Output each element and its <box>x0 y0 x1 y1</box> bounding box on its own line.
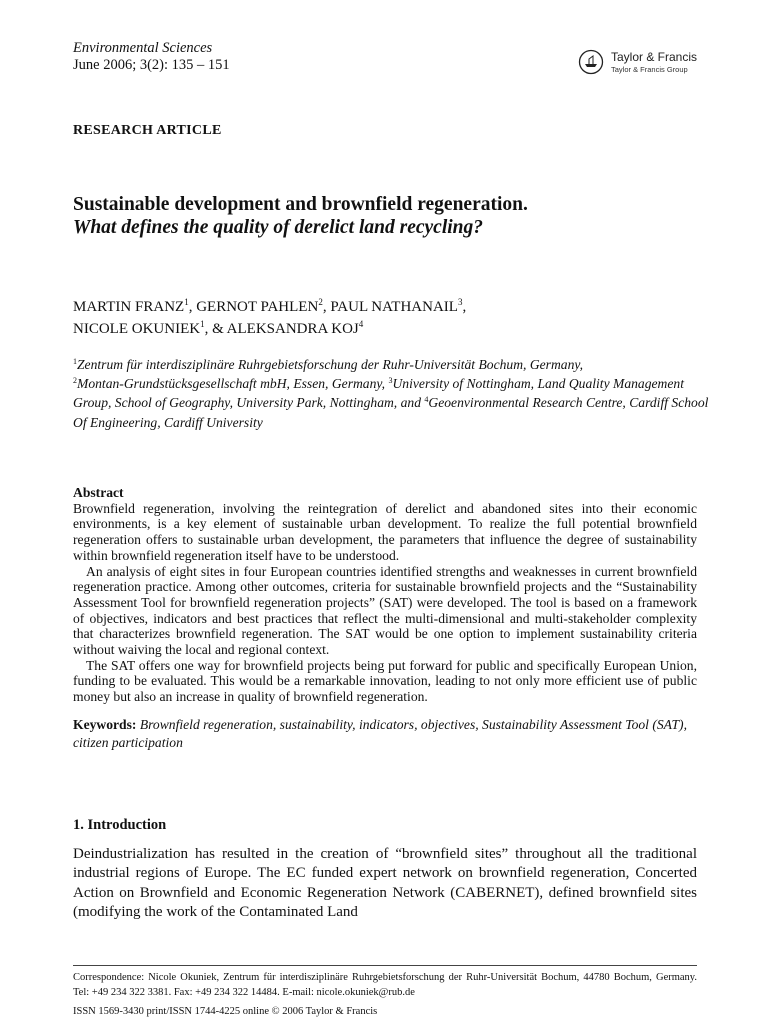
publisher-logo-icon <box>578 49 604 75</box>
affil-mark: 3 <box>388 376 393 386</box>
keywords-text: Brownfield regeneration, sustainability, indicators, objectives, Sustainability Assessment Tool (SAT), citizen participation <box>73 717 687 750</box>
author-separator: , <box>462 299 467 315</box>
abstract-heading: Abstract <box>73 485 124 500</box>
author-name: MARTIN FRANZ <box>73 299 185 315</box>
abstract <box>73 485 697 705</box>
affil-mark: 4 <box>424 395 429 405</box>
author-affil-mark: 4 <box>358 319 364 329</box>
journal-issue: June 2006; 3(2): 135 – 151 <box>73 57 230 73</box>
affiliation-text: University of Nottingham, Land Quality Management Group, School of Geography, University Park, Nottingham, and <box>73 376 684 411</box>
issn-line: ISSN 1569-3430 print/ISSN 1744-4225 online © 2006 Taylor & Francis <box>73 1006 378 1017</box>
author-list <box>73 296 723 340</box>
author-affil-mark: 1 <box>184 297 189 307</box>
journal-name: Environmental Sciences <box>73 40 213 56</box>
author-affil-mark: 3 <box>457 297 463 307</box>
introduction-body <box>73 845 697 922</box>
author-separator: , <box>188 299 197 315</box>
affiliation-text: Montan-Grundstücksgesellschaft mbH, Essen, Germany, <box>77 376 389 392</box>
affil-mark: 2 <box>73 376 77 386</box>
affiliations <box>73 355 713 432</box>
keywords <box>73 716 697 751</box>
author-name: ALEKSANDRA KOJ <box>226 321 359 337</box>
section-heading: 1. Introduction <box>73 817 167 833</box>
publisher-name: Taylor & Francis <box>611 50 698 64</box>
keywords-label: Keywords: <box>73 717 137 732</box>
author-name: NICOLE OKUNIEK <box>73 321 201 337</box>
title-line-2: What defines the quality of derelict land recycling? <box>73 217 484 238</box>
author-affil-mark: 1 <box>200 319 205 329</box>
affiliation-text: Zentrum für interdisziplinäre Ruhrgebietsforschung der Ruhr-Universität Bochum, Germany, <box>77 357 584 372</box>
footnote-divider <box>73 965 697 966</box>
author-affil-mark: 2 <box>318 297 323 307</box>
affiliation-text: Geoenvironmental Research Centre, Cardiff School Of Engineering, Cardiff University <box>73 395 709 430</box>
publisher-logo <box>578 47 708 79</box>
article-title <box>73 193 723 239</box>
title-line-1: Sustainable development and brownfield regeneration. <box>73 194 528 215</box>
affil-mark: 1 <box>73 357 77 366</box>
journal-header <box>73 40 230 74</box>
publisher-group: Taylor & Francis Group <box>611 65 688 74</box>
author-name: GERNOT PAHLEN <box>196 299 319 315</box>
article-type: RESEARCH ARTICLE <box>73 123 222 138</box>
abstract-paragraph: An analysis of eight sites in four European countries identified strengths and weaknesses in current brownfield regeneration practice. Among other outcomes, criteria for sustainable brownfield projects and the “Sustainability Assessment Tool for brownfield regeneration projects” (SAT) were developed. The tool is based on a framework of objectives, indicators and best practices that reflect the multi-dimensional and multi-stakeholder complexity that characterizes brownfield regeneration. The SAT would be one option to implement sustainability criteria without waiving the local and regional context. <box>73 563 697 658</box>
correspondence-note: Correspondence: Nicole Okuniek, Zentrum für interdisziplinäre Ruhrgebietsforschung der Ruhr-Universität Bochum, 44780 Bochum, Germany. Tel: +49 234 322 3381. Fax: +49 234 322 14484. E-mail: nicole.okuniek@rub.de <box>73 972 697 998</box>
author-separator: , & <box>204 321 227 337</box>
introduction-paragraph: Deindustrialization has resulted in the creation of “brownfield sites” throughout all the traditional industrial regions of Europe. The EC funded expert network on brownfield regeneration, Concerted Action on Brownfield and Economic Regeneration Network (CABERNET), defined brownfield sites (modifying the work of the Contaminated Land <box>73 846 697 920</box>
author-separator: , <box>322 299 331 315</box>
abstract-paragraph: Brownfield regeneration, involving the reintegration of derelict and abandoned sites into their economic environments, is a key element of sustainable urban development. To realize the full potential brownfield regeneration offers to sustainable urban development, the parameters that influence the degree of sustainability within brownfield regeneration itself have to be understood. <box>73 500 697 563</box>
abstract-paragraph: The SAT offers one way for brownfield projects being put forward for public and specifically European Union, funding to be evaluated. This would be a remarkable innovation, leading to not only more efficient use of public money but also an increase in quality of brownfield regeneration. <box>73 657 697 705</box>
author-name: PAUL NATHANAIL <box>330 299 458 315</box>
